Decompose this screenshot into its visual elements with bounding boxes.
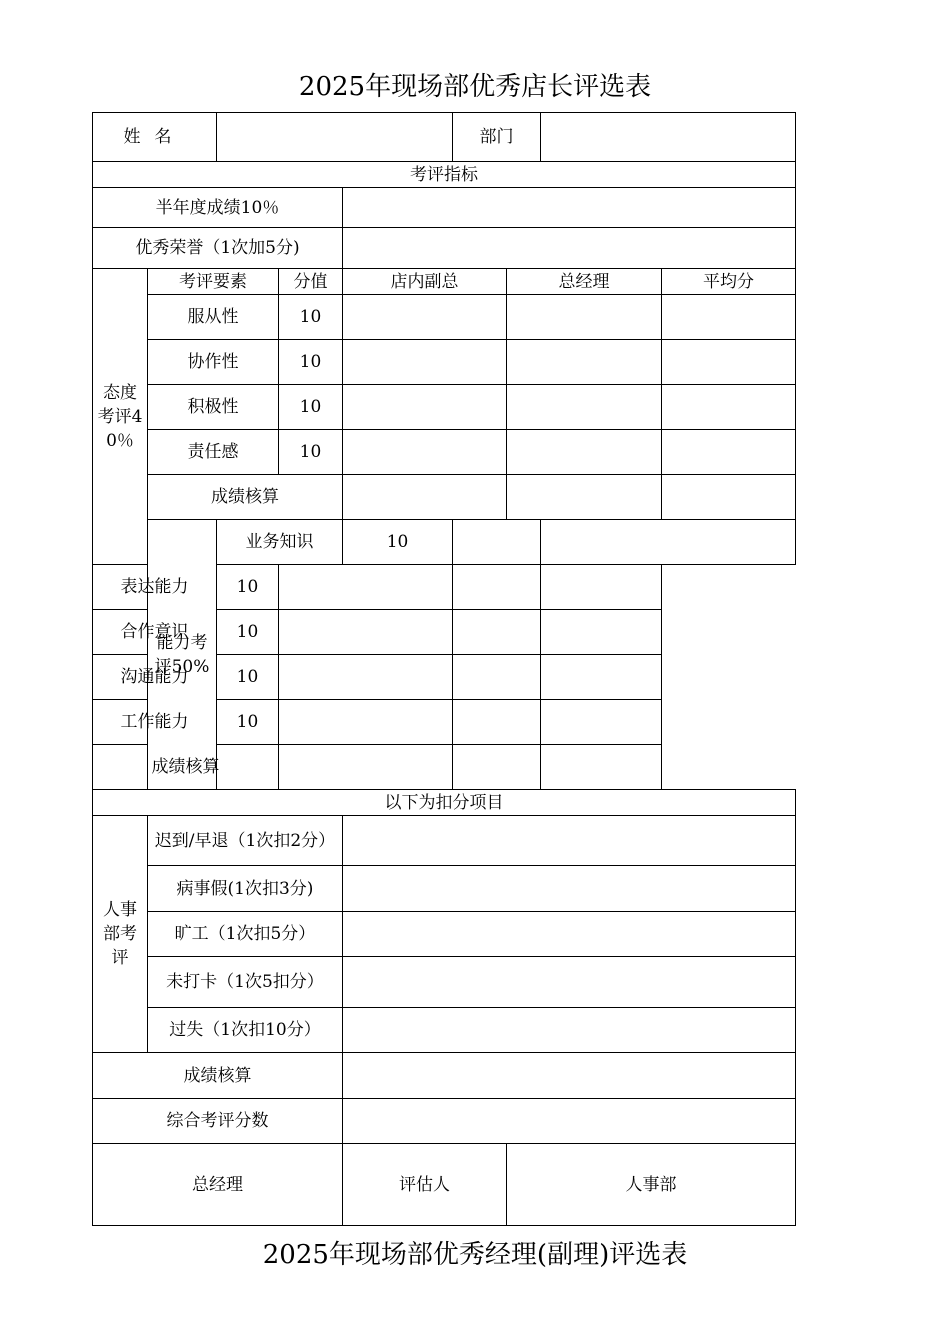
hr-item-late: 迟到/早退（1次扣2分） [148,816,343,866]
next-form-title: 2025年现场部优秀经理(副理)评选表 [262,1240,688,1270]
col-header-avg: 平均分 [662,269,796,295]
item-name: 工作能力 [93,700,217,745]
deputy-score-cell[interactable] [343,475,507,520]
signature-gm[interactable]: 总经理 [93,1144,343,1226]
dept-field[interactable] [541,113,796,162]
item-name: 沟通能力 [93,655,217,700]
item-score: 10 [279,340,343,385]
table-row [93,745,796,790]
ability-subtotal-label: 成绩核算 [93,745,279,790]
deputy-score-cell[interactable] [453,520,541,565]
name-label: 姓名 [93,113,217,162]
avg-score-cell[interactable] [662,475,796,520]
half-year-field[interactable] [343,188,796,228]
avg-score-cell[interactable] [541,610,662,655]
gm-score-cell[interactable] [453,745,541,790]
table-row [93,340,796,385]
hr-item-field[interactable] [343,912,796,957]
table-row [93,957,796,1008]
item-score: 10 [279,295,343,340]
avg-score-cell[interactable] [541,565,662,610]
col-header-gm: 总经理 [507,269,662,295]
col-header-score: 分值 [279,269,343,295]
item-score: 10 [217,610,279,655]
dept-label: 部门 [453,113,541,162]
total-subtotal-field[interactable] [343,1053,796,1099]
table-row [93,1008,796,1053]
item-score: 10 [279,385,343,430]
hr-item-leave: 病事假(1次扣3分) [148,866,343,912]
table-row [93,912,796,957]
item-name: 积极性 [148,385,279,430]
item-score: 10 [279,430,343,475]
honor-label: 优秀荣誉（1次加5分) [93,228,343,269]
signature-hr[interactable]: 人事部 [507,1144,796,1226]
overall-score-field[interactable] [343,1099,796,1144]
table-row [93,520,796,565]
col-header-element: 考评要素 [148,269,279,295]
gm-score-cell[interactable] [507,340,662,385]
item-score: 10 [217,565,279,610]
item-name: 协作性 [148,340,279,385]
deputy-score-cell[interactable] [279,655,453,700]
hr-item-fault: 过失（1次扣10分） [148,1008,343,1053]
overall-score-label: 综合考评分数 [93,1099,343,1144]
deputy-score-cell[interactable] [279,610,453,655]
form-title: 2025年现场部优秀店长评选表 [298,72,652,102]
gm-score-cell[interactable] [507,385,662,430]
table-row [93,430,796,475]
signature-evaluator[interactable]: 评估人 [343,1144,507,1226]
total-subtotal-label: 成绩核算 [93,1053,343,1099]
avg-score-cell[interactable] [662,295,796,340]
gm-score-cell[interactable] [541,520,796,565]
deputy-score-cell[interactable] [279,565,453,610]
deputy-score-cell[interactable] [279,745,453,790]
name-field[interactable] [217,113,453,162]
honor-field[interactable] [343,228,796,269]
hr-item-field[interactable] [343,816,796,866]
avg-score-cell[interactable] [541,700,662,745]
item-name: 服从性 [148,295,279,340]
gm-score-cell[interactable] [453,565,541,610]
gm-score-cell[interactable] [453,655,541,700]
table-row [93,866,796,912]
table-row [93,816,796,866]
hr-section-label: 人事部考评 [93,816,148,1053]
ability-section-label: 能力考评50% [148,520,217,790]
deputy-score-cell[interactable] [343,385,507,430]
gm-score-cell[interactable] [507,475,662,520]
hr-item-absence: 旷工（1次扣5分） [148,912,343,957]
table-row [93,295,796,340]
deputy-score-cell[interactable] [279,700,453,745]
table-row [93,565,796,610]
gm-score-cell[interactable] [453,700,541,745]
avg-score-cell[interactable] [541,745,662,790]
attitude-section-label: 态度考评40％ [93,269,148,565]
attitude-subtotal-label: 成绩核算 [148,475,343,520]
deputy-score-cell[interactable] [343,295,507,340]
avg-score-cell[interactable] [662,430,796,475]
item-name: 合作意识 [93,610,217,655]
hr-item-field[interactable] [343,866,796,912]
deputy-score-cell[interactable] [343,430,507,475]
avg-score-cell[interactable] [662,385,796,430]
hr-item-no-punch: 未打卡（1次5扣分） [148,957,343,1008]
section-deduction: 以下为扣分项目 [93,790,796,816]
hr-item-field[interactable] [343,957,796,1008]
hr-item-field[interactable] [343,1008,796,1053]
table-row [93,475,796,520]
table-row [93,700,796,745]
table-row [93,385,796,430]
gm-score-cell[interactable] [507,430,662,475]
avg-score-cell[interactable] [662,340,796,385]
item-name: 责任感 [148,430,279,475]
evaluation-form [92,112,796,1226]
item-score: 10 [343,520,453,565]
item-score: 10 [217,700,279,745]
col-header-deputy: 店内副总 [343,269,507,295]
gm-score-cell[interactable] [507,295,662,340]
half-year-label: 半年度成绩10％ [93,188,343,228]
item-name: 业务知识 [217,520,343,565]
avg-score-cell[interactable] [541,655,662,700]
item-name: 表达能力 [93,565,217,610]
gm-score-cell[interactable] [453,610,541,655]
item-score: 10 [217,655,279,700]
section-indicators: 考评指标 [93,162,796,188]
deputy-score-cell[interactable] [343,340,507,385]
